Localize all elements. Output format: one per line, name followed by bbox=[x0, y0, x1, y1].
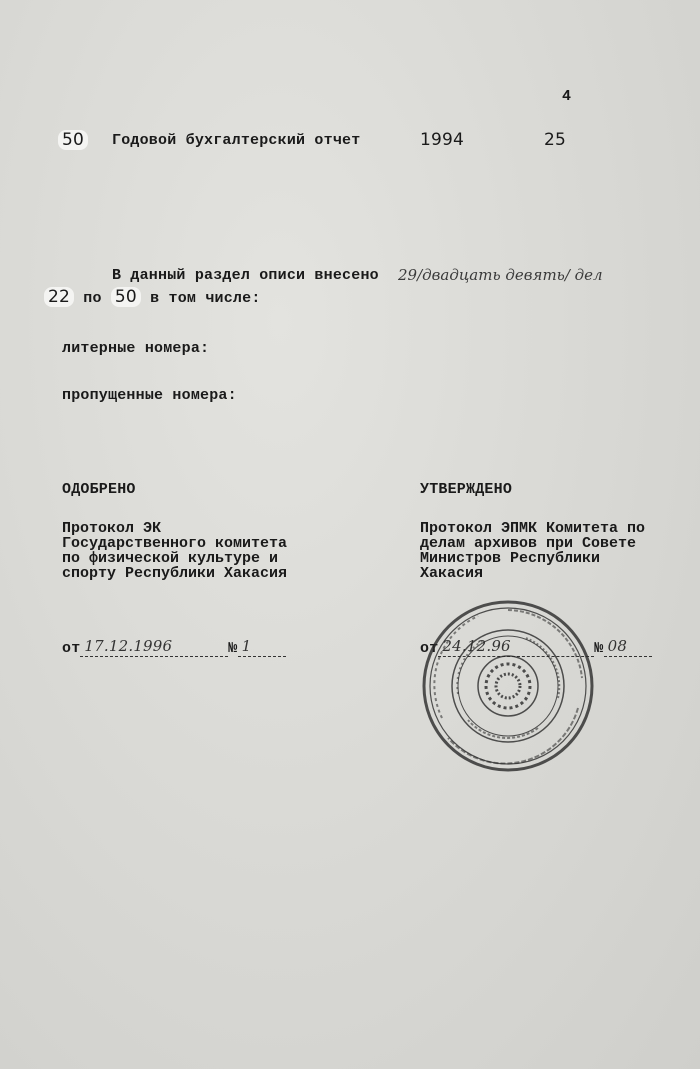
missed-numbers-label: пропущенные номера: bbox=[62, 387, 237, 404]
confirmed-line: Протокол ЭПМК Комитета по bbox=[420, 520, 646, 537]
approved-line: Протокол ЭК bbox=[62, 520, 162, 537]
range-from: 22 bbox=[44, 287, 74, 307]
approved-protocol bbox=[62, 521, 287, 581]
confirmed-no-label: № bbox=[594, 640, 604, 657]
approved-heading: ОДОБРЕНО bbox=[62, 481, 136, 498]
approved-date: 17.12.1996 bbox=[84, 637, 173, 655]
round-seal-stamp-icon bbox=[418, 598, 598, 774]
confirmed-line: делам архивов при Совете bbox=[420, 535, 637, 552]
confirmed-protocol bbox=[420, 521, 645, 581]
approved-line: по физической культуре и bbox=[62, 550, 279, 567]
confirmed-heading: УТВЕРЖДЕНО bbox=[420, 481, 513, 498]
confirmed-from-label: от bbox=[420, 640, 439, 657]
liter-numbers-label: литерные номера: bbox=[62, 340, 210, 357]
approved-number: 1 bbox=[241, 637, 252, 655]
confirmed-line: Хакасия bbox=[420, 565, 484, 582]
summary-intro: В данный раздел описи внесено bbox=[112, 267, 379, 284]
confirmed-number: 08 bbox=[607, 637, 628, 655]
entry-year: 1994 bbox=[420, 130, 465, 150]
range-to: 50 bbox=[111, 287, 141, 307]
entry-title: Годовой бухгалтерский отчет bbox=[112, 132, 361, 149]
approved-no-label: № bbox=[228, 640, 238, 657]
summary-count-handwritten: 29/двадцать девять/ дел bbox=[398, 266, 603, 284]
approved-date-line bbox=[62, 637, 286, 657]
summary-range-line bbox=[44, 287, 261, 307]
entry-number: 50 bbox=[58, 130, 88, 150]
page-number: 4 bbox=[562, 88, 572, 105]
range-suffix: в том числе: bbox=[150, 290, 261, 307]
approved-from-label: от bbox=[62, 640, 81, 657]
approved-line: спорту Республики Хакасия bbox=[62, 565, 288, 582]
approved-line: Государственного комитета bbox=[62, 535, 288, 552]
entry-sheets: 25 bbox=[544, 130, 567, 150]
confirmed-line: Министров Республики bbox=[420, 550, 601, 567]
confirmed-date: 24.12.96 bbox=[442, 637, 511, 655]
range-po: по bbox=[83, 290, 102, 307]
